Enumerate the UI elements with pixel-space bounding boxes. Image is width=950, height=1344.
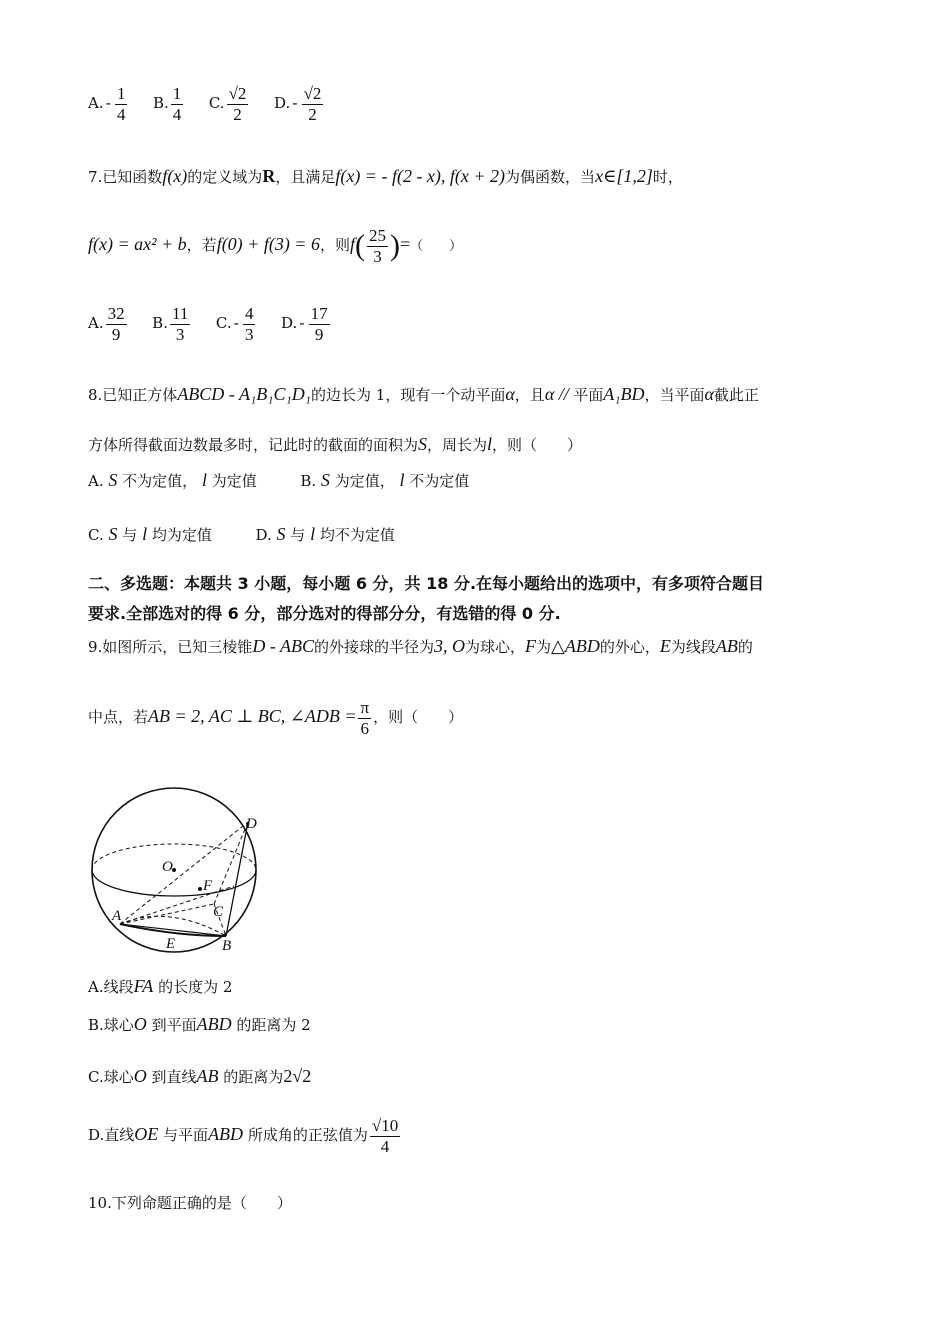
- q9-stem-line2: 中点，若AB = 2, AC ⊥ BC, ∠ADB = $\frac{\pi}{6}$ ，则（ ）: [88, 698, 464, 738]
- edge-AB: [120, 924, 226, 936]
- q8-stem-line2: 方体所得截面边数最多时，记此时的截面的面积为S，周长为l，则（ ）: [88, 434, 583, 454]
- label-D: D: [246, 816, 257, 832]
- label-B: B: [222, 938, 232, 954]
- q7-interval: x∈[1,2]: [595, 166, 653, 186]
- edge-BD: [226, 822, 248, 936]
- q9-pi-fraction: $\frac{\pi}{6}$: [360, 698, 370, 738]
- q9-sphere-figure: [88, 786, 268, 956]
- q10-stem: 10.下列命题正确的是（ ）: [88, 1194, 292, 1212]
- q8-cube: ABCD - A₁B₁C₁D₁: [177, 384, 312, 404]
- edge-AD: [120, 822, 248, 924]
- q7-d-fraction: $\frac{17}{9}$: [310, 304, 328, 344]
- q9-option-c: C.球心O 到直线AB 的距离为2√2: [88, 1066, 312, 1086]
- section-heading-line1: 二、多选题：本题共 3 小题，每小题 6 分，共 18 分.在每小题给出的选项中，有多项符合题目: [88, 574, 765, 593]
- q7-piece-expr: f(x) = ax² + b: [88, 234, 187, 255]
- q6-options: [88, 84, 325, 124]
- q6-c-fraction: $\frac{√2}{2}$: [228, 84, 247, 124]
- q9-stem-line1: 9.如图所示，已知三棱锥D - ABC的外接球的半径为3, O为球心，F为△ABD的外心，E为线段AB的: [88, 636, 753, 656]
- q8-options-cd: C. S 与 l 均为定值 D. S 与 l 均不为定值: [88, 524, 395, 544]
- q9-option-b: B.球心O 到平面ABD 的距离为 2: [88, 1014, 311, 1034]
- q6-b-label: B.: [153, 94, 169, 113]
- q6-a-fraction: $\frac{1}{4}$: [116, 84, 126, 124]
- label-F: F: [203, 878, 213, 894]
- q7-stem-line2: f(x) = ax² + b，若f(0) + f(3) = 6，则f( $\frac{25}{3}$ )=（ ）: [88, 226, 463, 266]
- q6-a-label: A.: [88, 94, 104, 113]
- section-heading-line2: 要求.全部选对的得 6 分，部分选对的得部分分，有选错的得 0 分.: [88, 604, 561, 623]
- q6-a-sign: -: [105, 95, 111, 113]
- q6-d-fraction: $\frac{√2}{2}$: [303, 84, 322, 124]
- q7-stem-line1: 7.已知函数f(x)的定义域为R，且满足f(x) = - f(2 - x), f(x + 2)为偶函数，当x∈[1,2]时，: [88, 166, 683, 186]
- label-A: A: [112, 908, 122, 924]
- q7-options: A. $\frac{32}{9}$ B. $\frac{11}{3}$ C. - $\frac{4}{3}$ D. - $\frac{17}{9}$: [88, 304, 328, 344]
- q7-real-set: R: [262, 166, 276, 186]
- q9-option-a: A.线段FA 的长度为 2: [88, 976, 233, 996]
- q8-stem-line1: 8.已知正方体ABCD - A₁B₁C₁D₁的边长为 1，现有一个动平面α，且α // 平面A₁BD，当平面α截此正: [88, 384, 760, 404]
- q7-answer-blank: （ ）: [410, 239, 463, 255]
- equator-back: [92, 844, 256, 870]
- q7-sum-condition: f(0) + f(3) = 6: [216, 234, 320, 255]
- q7-fx: f(x): [162, 166, 188, 186]
- q8-options-ab: A. S 不为定值， l 为定值 B. S 为定值， l 不为定值: [88, 470, 470, 490]
- q7-c-fraction: $\frac{4}{3}$: [244, 304, 254, 344]
- q7-a-fraction: $\frac{32}{9}$: [107, 304, 125, 344]
- q9-d-fraction: $\frac{√10}{4}$: [371, 1116, 399, 1156]
- q7-ask-fraction: $\frac{25}{3}$: [369, 226, 386, 266]
- edge-AC: [120, 904, 214, 924]
- point-F: [198, 887, 202, 891]
- q6-c-label: C.: [208, 94, 225, 113]
- q8-plane: A₁BD: [603, 384, 645, 404]
- q6-d-sign: -: [292, 95, 298, 113]
- q7-condition: f(x) = - f(2 - x), f(x + 2): [335, 166, 506, 186]
- label-C: C: [213, 904, 224, 920]
- q6-d-label: D.: [273, 94, 291, 113]
- label-O: O: [162, 859, 173, 875]
- equator-front: [92, 870, 256, 896]
- q7-b-fraction: $\frac{11}{3}$: [171, 304, 189, 344]
- q9-conditions: AB = 2, AC ⊥ BC, ∠ADB =: [148, 706, 357, 727]
- q9-pyramid: D - ABC: [252, 636, 314, 656]
- label-E: E: [166, 936, 176, 952]
- q9-option-d: D.直线OE 与平面ABD 所成角的正弦值为 $\frac{√10}{4}$: [88, 1116, 399, 1156]
- q6-b-fraction: $\frac{1}{4}$: [172, 84, 182, 124]
